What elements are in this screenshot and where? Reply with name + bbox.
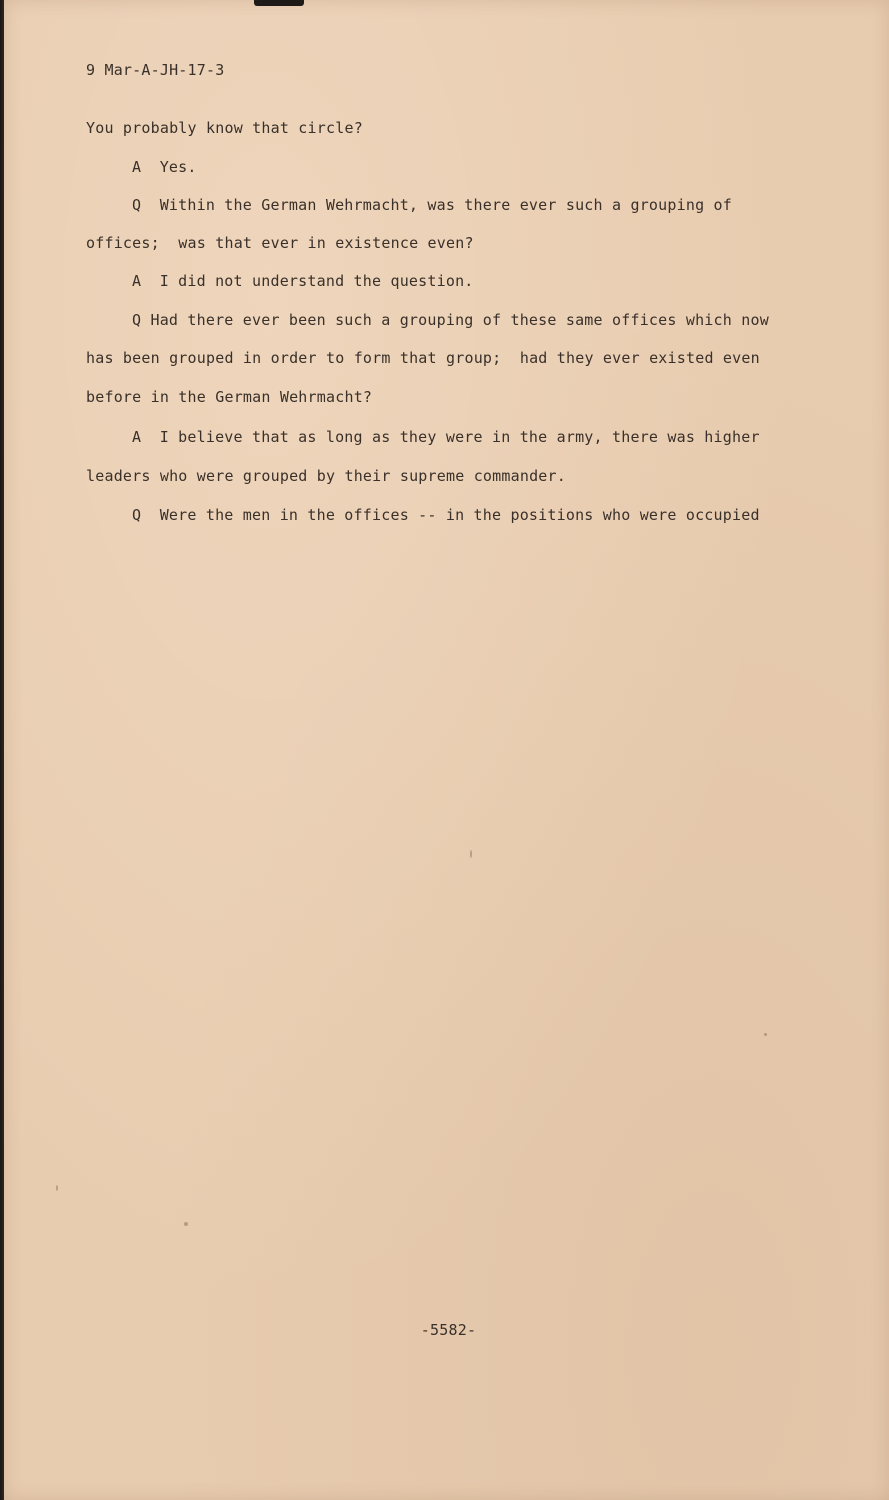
- transcript-line: has been grouped in order to form that group; had they ever existed even: [86, 349, 760, 367]
- binder-tab: [254, 0, 304, 6]
- transcript-line: A I did not understand the question.: [132, 272, 474, 290]
- transcript-line: Q Within the German Wehrmacht, was there ever such a grouping of: [132, 196, 732, 214]
- paper-speck: [184, 1222, 188, 1226]
- document-page: [4, 0, 889, 1500]
- transcript-line: offices; was that ever in existence even?: [86, 234, 474, 252]
- transcript-line: You probably know that circle?: [86, 119, 363, 137]
- paper-speck: [56, 1185, 58, 1191]
- transcript-line: A I believe that as long as they were in the army, there was higher: [132, 428, 760, 446]
- page-number: -5582-: [420, 1321, 477, 1339]
- transcript-line: Q Were the men in the offices -- in the positions who were occupied: [132, 506, 760, 524]
- transcript-line: Q Had there ever been such a grouping of these same offices which now: [132, 311, 769, 329]
- transcript-line: A Yes.: [132, 158, 197, 176]
- transcript-line: before in the German Wehrmacht?: [86, 388, 373, 406]
- paper-speck: [470, 850, 472, 858]
- document-reference: 9 Mar-A-JH-17-3: [86, 61, 225, 79]
- transcript-line: leaders who were grouped by their supreme commander.: [86, 467, 566, 485]
- paper-speck: [764, 1033, 767, 1036]
